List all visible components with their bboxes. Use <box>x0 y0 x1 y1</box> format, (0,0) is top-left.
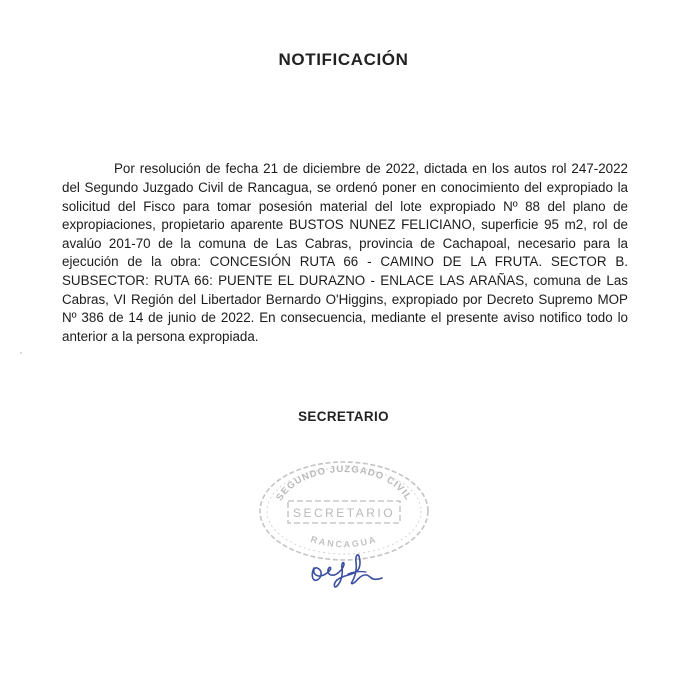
document-title: NOTIFICACIÓN <box>278 50 409 69</box>
stamp-bottom-text: RANCAGUA <box>309 533 379 550</box>
signer-title: SECRETARIO <box>298 409 389 424</box>
scan-speck <box>20 352 22 354</box>
stamp-center-text: SECRETARIO <box>292 506 396 520</box>
handwritten-signature <box>300 544 400 594</box>
notification-body: Por resolución de fecha 21 de diciembre de 2022, dictada en los autos rol 247-2022 del Segundo Juzgado Civil de Rancagua, se ordenó poner en conocimiento del expropiado la solicitud del Fisco para tomar posesión material del lote expropiado Nº 88 del plano de expropiaciones, propietario aparente BUSTOS NUNEZ FELICIANO, superficie 95 m2, rol de avalúo 201-70 de la comuna de Las Cabras, provincia de Cachapoal, necesario para la ejecución de la obra: CONCESIÓN RUTA 66 - CAMINO DE LA FRUTA. SECTOR B. SUBSECTOR: RUTA 66: PUENTE EL DURAZNO - ENLACE LAS ARAÑAS, comuna de Las Cabras, VI Región del Libertador Bernardo O'Higgins, expropiado por Decreto Supremo MOP Nº 386 de 14 de junio de 2022. En consecuencia, mediante el presente aviso notifico todo lo anterior a la persona expropiada. <box>62 161 628 344</box>
stamp-top-text: SEGUNDO JUZGADO CIVIL <box>274 463 414 503</box>
